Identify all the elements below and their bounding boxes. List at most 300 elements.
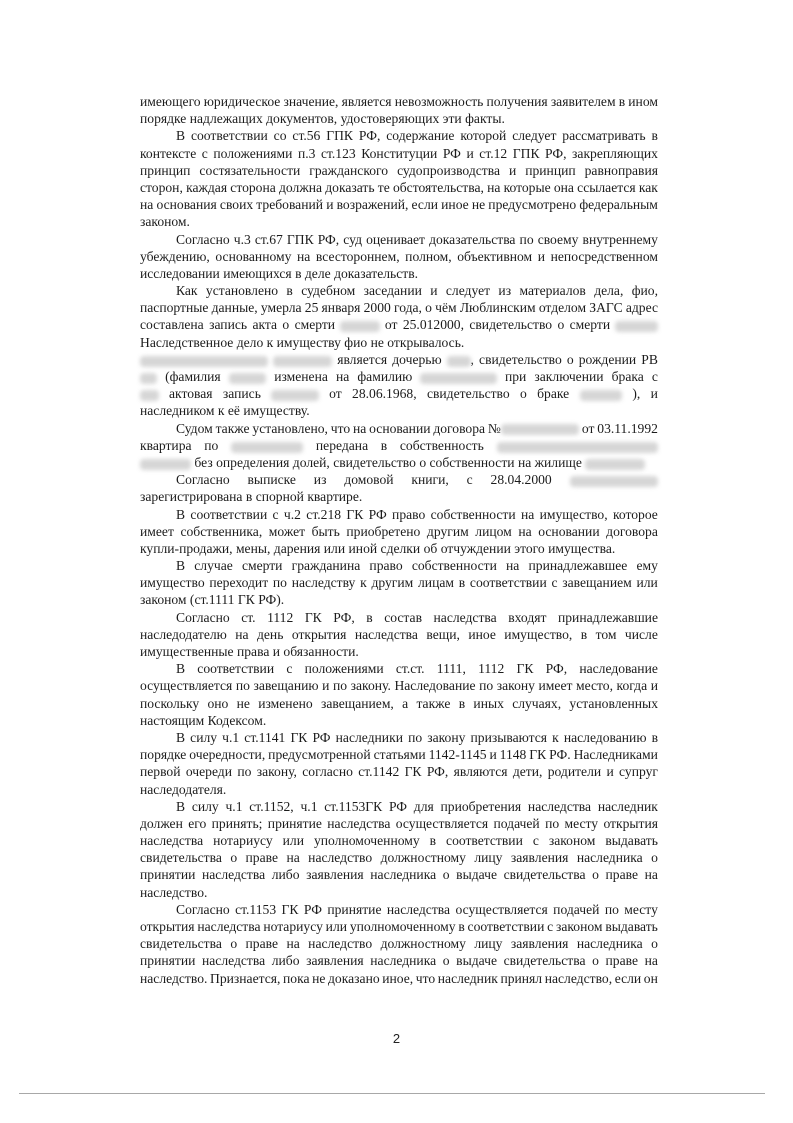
word: с	[272, 506, 279, 522]
word: ст.1142	[358, 764, 400, 780]
word: очередности,	[189, 747, 266, 763]
word: 25.012000,	[402, 317, 464, 333]
word: осуществляется	[140, 678, 233, 694]
word: с	[532, 833, 539, 849]
word: наследства	[527, 798, 592, 814]
word: фио,	[631, 283, 658, 299]
word: лицом	[475, 523, 512, 539]
word: жилище	[534, 454, 582, 470]
word: числе	[624, 626, 658, 642]
word: на	[506, 558, 520, 574]
word: свидетельства	[140, 850, 222, 866]
word: может	[268, 523, 306, 539]
word: наследником	[140, 403, 215, 419]
word: браке	[537, 386, 570, 402]
word: содержание	[386, 128, 455, 144]
word: сторона	[230, 179, 276, 195]
redaction-blur	[340, 321, 379, 332]
redacted-text	[340, 316, 379, 333]
word: установлено	[205, 283, 279, 299]
word: сделки	[380, 540, 421, 556]
word: Согласно	[176, 231, 230, 247]
redaction-blur	[615, 321, 658, 332]
word: её	[227, 403, 240, 419]
redacted-text: №	[488, 420, 579, 437]
word: и	[326, 197, 334, 213]
word: в	[618, 94, 626, 109]
word: силу	[191, 798, 219, 814]
word: контексте	[140, 145, 197, 161]
word: месту	[624, 901, 658, 917]
word: суд	[343, 231, 362, 247]
word: собственность	[399, 437, 484, 453]
word: федеральным	[579, 197, 658, 213]
word: том	[595, 626, 617, 642]
word: при	[504, 369, 527, 384]
word: является	[341, 94, 392, 109]
word: наследника	[576, 850, 643, 866]
word: смерти	[294, 317, 336, 333]
word: по	[545, 815, 560, 831]
word: порядке	[140, 747, 187, 763]
word: дела,	[594, 283, 624, 299]
word: наследство.	[140, 884, 208, 900]
text-line	[140, 179, 658, 196]
word: принять;	[211, 815, 263, 831]
word: на	[517, 454, 532, 470]
word: иной	[348, 540, 378, 556]
word: иное	[441, 197, 469, 213]
word: о	[592, 953, 599, 969]
word: оценивает	[366, 231, 425, 247]
redacted-text	[615, 316, 658, 333]
redaction-blur	[501, 424, 579, 435]
redacted-text	[271, 385, 319, 402]
text-line	[140, 282, 658, 299]
word: должна	[279, 179, 323, 195]
word: дочерью	[392, 351, 442, 367]
text-line	[140, 420, 658, 437]
word: поскольку	[140, 695, 200, 711]
word: РФ,	[426, 764, 449, 780]
word: принцип	[525, 162, 576, 178]
word: установлено,	[252, 420, 328, 436]
word: на	[140, 197, 154, 213]
word: входят	[508, 609, 547, 625]
word: другим	[426, 523, 469, 539]
word: с	[201, 145, 208, 161]
word: из	[498, 283, 512, 299]
word: если	[411, 197, 439, 213]
text-line	[140, 832, 658, 849]
text-line	[140, 437, 658, 454]
word: в	[286, 283, 293, 299]
redaction-blur	[271, 390, 319, 401]
word: наследство	[308, 936, 373, 952]
word: исследовании	[140, 265, 220, 281]
word: о	[282, 317, 290, 333]
word: оно	[207, 695, 229, 711]
word: он	[643, 970, 658, 986]
word: соответствии	[190, 506, 268, 522]
word: ч.1	[300, 798, 318, 814]
word: РФ,	[317, 231, 340, 247]
word: законом	[548, 833, 596, 849]
word: ст.1152,	[249, 798, 294, 814]
redaction-blur	[140, 459, 191, 470]
word: положениями	[304, 661, 384, 677]
word: РФ).	[258, 592, 285, 608]
word: ГПК	[512, 145, 540, 161]
word: на	[487, 179, 501, 195]
text-line	[140, 316, 658, 333]
text-line	[140, 849, 658, 866]
word: наследства	[327, 815, 391, 831]
word: имуществу.	[243, 403, 310, 419]
word: принадлежавшие	[557, 609, 658, 625]
word: обязанности.	[283, 644, 359, 659]
word: те	[377, 179, 390, 195]
word: п.3	[297, 145, 316, 161]
word: имущество,	[539, 506, 608, 522]
word: по	[204, 437, 219, 453]
word: и	[650, 678, 658, 694]
text-line	[140, 299, 658, 316]
word: дело	[236, 334, 264, 350]
word: от	[329, 386, 342, 402]
word: РФ	[442, 145, 461, 161]
word: и	[489, 747, 497, 763]
word: имущество,	[504, 626, 573, 642]
word: его	[188, 815, 207, 831]
word: имеет	[140, 523, 174, 539]
word: на	[518, 523, 532, 539]
word: быть	[311, 523, 340, 539]
word: имеющего	[140, 94, 201, 109]
word: законом	[555, 919, 603, 934]
word: в	[651, 729, 658, 745]
word: возражений,	[336, 197, 409, 213]
word: имущества.	[548, 540, 616, 556]
word: данные,	[211, 300, 258, 316]
word: договора	[433, 420, 486, 436]
word: открытия	[291, 626, 347, 642]
word: РФ,	[545, 145, 567, 161]
word: Судом	[176, 420, 213, 436]
word: ГК	[404, 764, 422, 780]
word: наследника	[370, 953, 437, 969]
word: ГК	[304, 609, 322, 625]
word: или	[323, 540, 346, 556]
word: она	[553, 179, 574, 195]
word: следует	[445, 283, 491, 299]
word: иное,	[382, 970, 414, 986]
word: составлена	[140, 317, 204, 333]
word: приобретения	[440, 798, 522, 814]
word: о	[557, 317, 565, 333]
word: в	[580, 626, 588, 642]
word: имеющихся	[223, 265, 292, 281]
word: свидетельство	[333, 454, 416, 470]
text-line	[140, 918, 658, 935]
word: случаях,	[512, 695, 562, 711]
word: вещи,	[426, 626, 460, 642]
word: принятии	[140, 867, 196, 883]
text-line	[140, 970, 658, 987]
word: права	[236, 644, 270, 659]
word: закрепляющих	[572, 145, 658, 161]
word: свидетельства	[140, 936, 222, 952]
word: наследству	[291, 575, 356, 591]
word: ст.12	[479, 145, 508, 161]
word: с	[547, 919, 554, 934]
word: предусмотрено	[488, 197, 577, 213]
word: принадлежавшее	[528, 558, 628, 574]
word: ст.1153	[235, 901, 277, 917]
word: брака	[611, 369, 644, 384]
word: о	[442, 953, 450, 969]
text-line	[140, 746, 658, 763]
word: В	[176, 558, 186, 574]
word: без	[194, 454, 213, 470]
word: заявления	[306, 867, 364, 883]
redaction-blur	[229, 373, 266, 384]
word: осуществляется	[395, 815, 489, 831]
word: заключении	[534, 369, 604, 384]
word: 25	[304, 300, 319, 316]
word: Согласно	[176, 609, 230, 625]
word: также	[215, 420, 250, 436]
word: факты.	[465, 111, 505, 127]
word: РФ	[312, 729, 331, 745]
word: собственности	[429, 454, 515, 470]
word: собственности	[411, 558, 497, 574]
word: удостоверяющих	[340, 111, 440, 127]
word: статьями	[373, 747, 426, 763]
word: принцип	[140, 162, 191, 178]
word: имуществу	[276, 334, 341, 350]
redaction-blur	[585, 459, 645, 470]
text-line	[140, 901, 658, 918]
word: Как	[176, 283, 198, 299]
word: мены,	[235, 540, 271, 556]
word: РФ	[368, 506, 387, 522]
word: судебном	[301, 283, 356, 299]
word: Кодексом.	[207, 712, 267, 728]
word: смерти	[241, 558, 283, 574]
text-line	[140, 454, 658, 471]
word: доказательства	[429, 231, 516, 247]
word: в	[429, 833, 437, 849]
redacted-text	[585, 454, 645, 471]
text-line	[140, 488, 658, 505]
text-line	[140, 884, 658, 901]
word: законом.	[140, 214, 190, 230]
word: домовой	[344, 472, 394, 488]
word: о	[230, 936, 238, 952]
word: фамилию	[357, 369, 413, 384]
word: или	[325, 919, 348, 934]
text-line	[140, 402, 658, 419]
word: завещанием	[562, 575, 632, 591]
word: спорной	[255, 489, 304, 505]
word: 1112	[267, 609, 294, 625]
word: свидетельство	[426, 386, 510, 402]
word: осуществляется	[455, 901, 548, 917]
word: праве	[605, 953, 638, 969]
word: наследства	[201, 867, 266, 883]
word: соответствии	[190, 128, 268, 144]
word: из	[313, 472, 327, 488]
word: по	[332, 678, 348, 694]
word: долей,	[292, 454, 330, 470]
word: месту	[564, 815, 599, 831]
word: основания	[156, 197, 217, 213]
redaction-blur	[140, 390, 159, 401]
word: наследства	[354, 626, 418, 642]
word: 28.04.2000	[490, 472, 552, 488]
word: согласно	[302, 764, 353, 780]
word: собственника,	[180, 523, 263, 539]
word: паспортные	[140, 300, 209, 316]
word: если	[614, 970, 642, 986]
text-line	[140, 127, 658, 144]
word: года,	[393, 300, 422, 316]
word: наследства	[433, 609, 497, 625]
word: по	[479, 678, 494, 694]
redacted-text	[140, 351, 268, 368]
word: ГПК	[286, 231, 314, 247]
word: деле	[304, 265, 331, 281]
word: наследника	[370, 867, 437, 883]
word: настоящим	[140, 712, 205, 728]
word: и	[508, 162, 517, 178]
text-line	[140, 609, 658, 626]
word: имущество	[140, 575, 205, 591]
text-line	[140, 110, 658, 127]
word: свидетельства	[503, 953, 586, 969]
word: случае	[194, 558, 233, 574]
word: книги,	[411, 472, 449, 488]
word: этого	[514, 540, 545, 556]
word: либо	[271, 867, 300, 883]
word: своему	[537, 231, 579, 247]
word: о	[442, 867, 450, 883]
word: принятии	[140, 953, 196, 969]
word: ином	[628, 94, 658, 109]
word: соответствии	[467, 919, 545, 934]
word: наследства	[201, 953, 266, 969]
redaction-blur	[420, 373, 497, 384]
word: рождении	[578, 351, 637, 367]
word: ст.ст.	[395, 661, 425, 677]
text-line	[140, 196, 658, 213]
word: о	[651, 936, 658, 952]
page-number: 2	[392, 1031, 401, 1046]
word: принял	[500, 970, 543, 986]
word: и	[430, 283, 438, 299]
redacted-text: ,	[447, 351, 474, 368]
word: 03.11.1992	[597, 420, 658, 436]
word: РФ,	[545, 661, 568, 677]
word: наследство	[308, 850, 373, 866]
word: о	[425, 300, 432, 316]
word: января	[321, 300, 361, 316]
word: нотариусу	[213, 833, 273, 849]
word: ему	[636, 558, 658, 574]
word: наследник	[597, 798, 658, 814]
word: или	[636, 575, 658, 591]
word: на	[235, 626, 249, 642]
redaction-blur	[140, 356, 268, 367]
word: открытия	[603, 815, 658, 831]
word: на	[520, 506, 535, 522]
text-line	[140, 471, 658, 488]
word: своих	[219, 197, 254, 213]
text-line	[140, 815, 658, 832]
redaction-blur	[570, 476, 658, 487]
word: основанному	[215, 248, 292, 264]
text-line	[140, 506, 658, 523]
word: акта	[252, 317, 278, 333]
redacted-text	[231, 437, 303, 454]
word: свидетельство	[479, 351, 562, 367]
text-line	[140, 763, 658, 780]
word: выдаче	[456, 953, 497, 969]
word: в	[366, 609, 373, 625]
word: место,	[576, 678, 613, 694]
word: дети,	[512, 764, 543, 780]
word: по	[237, 764, 252, 780]
text-line	[140, 798, 658, 815]
word: о	[520, 386, 527, 402]
word: к	[217, 403, 225, 419]
redacted-text	[140, 454, 191, 471]
word: на	[286, 936, 300, 952]
word: право	[392, 506, 426, 522]
text-line	[140, 677, 658, 694]
word: родители	[547, 764, 602, 780]
text-line	[140, 660, 658, 677]
word: лицу	[474, 936, 503, 952]
word: в	[458, 695, 466, 711]
word: фио	[344, 334, 368, 350]
word: Наследственное	[140, 334, 234, 350]
word: В	[176, 506, 186, 522]
word: силу	[190, 729, 218, 745]
text-line	[140, 334, 658, 351]
word: чём	[435, 300, 457, 316]
word: ст.218	[306, 506, 342, 522]
text-line	[140, 781, 658, 798]
text-line	[140, 248, 658, 265]
word: ),	[632, 386, 641, 402]
word: либо	[271, 953, 300, 969]
word: договора	[606, 523, 658, 539]
word: выдаче	[456, 867, 497, 883]
word: имущественные	[140, 644, 234, 659]
redacted-text	[580, 385, 623, 402]
word: Наследование	[394, 678, 476, 694]
redaction-blur	[273, 356, 333, 367]
text-line	[140, 935, 658, 952]
word: право	[369, 558, 403, 574]
word: наследодателя.	[140, 781, 227, 797]
word: доказательств.	[334, 265, 419, 281]
word: об	[423, 540, 438, 556]
word: РФ,	[358, 128, 381, 144]
word: о	[592, 867, 599, 883]
